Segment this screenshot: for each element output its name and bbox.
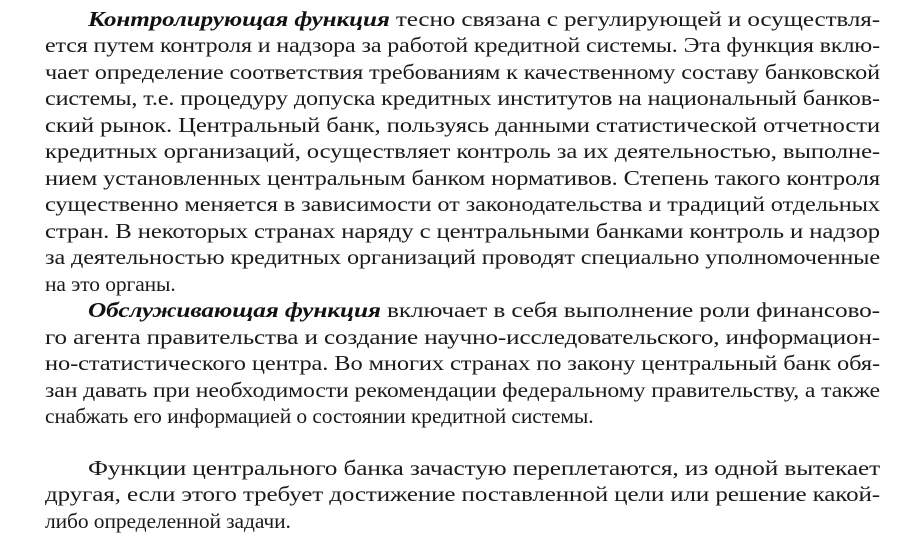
text-fragment: но-статистического центра. Во многих странах по закону центральный банк обя-: [45, 351, 880, 375]
text-fragment: за деятельностью кредитных организаций проводят специально уполномоченные: [45, 245, 880, 269]
text-line: [0, 112, 905, 138]
text-line: [0, 403, 905, 429]
text-line: [0, 138, 905, 164]
text-fragment: ется путем контроля и надзора за работой кредитной системы. Эта функция вклю-: [45, 33, 881, 57]
text-line: [0, 350, 905, 376]
text-line: [0, 271, 905, 297]
text-line: [0, 455, 905, 481]
text-line: [0, 218, 905, 244]
term-controlling-function: Контролирующая функция: [88, 7, 390, 31]
text-fragment: кредитных организаций, осуществляет контроль за их деятельностью, выполне-: [45, 139, 881, 163]
text-fragment: Функции центрального банка зачастую переплетаются, из одной вытекает: [88, 456, 880, 480]
text-line: [0, 6, 905, 32]
text-line: [0, 59, 905, 85]
text-fragment: зан давать при необходимости рекомендации федеральному правительству, а также: [45, 378, 880, 402]
term-servicing-function: Обслуживающая функция: [88, 298, 381, 322]
text-fragment: тесно связана с регулирующей и осуществля-: [389, 7, 880, 31]
text-line: [0, 244, 905, 270]
text-line: [0, 508, 905, 534]
text-fragment: чает определение соответствия требованиям к качественному составу банковской: [45, 60, 880, 84]
text-line: [0, 377, 905, 403]
text-line: [0, 191, 905, 217]
text-fragment: либо определенной задачи.: [45, 509, 291, 533]
text-line: [0, 481, 905, 507]
text-fragment: другая, если этого требует достижение поставленной цели или решение какой-: [45, 482, 880, 506]
text-line: [0, 165, 905, 191]
text-line: [0, 324, 905, 350]
text-fragment: нием установленных центральным банком нормативов. Степень такого контроля: [45, 166, 880, 190]
text-fragment: на это органы.: [45, 272, 176, 296]
text-fragment: снабжать его информацией о состоянии кредитной системы.: [45, 404, 594, 428]
text-line: [0, 85, 905, 111]
text-fragment: существенно меняется в зависимости от законодательства и традиций отдельных: [45, 192, 880, 216]
text-fragment: системы, т.е. процедуру допуска кредитных институтов на национальный банков-: [45, 86, 880, 110]
text-fragment: включает в себя выполнение роли финансово-: [380, 298, 880, 322]
text-fragment: го агента правительства и создание научно-исследовательского, информацион-: [45, 325, 880, 349]
text-line: [0, 32, 905, 58]
text-fragment: ский рынок. Центральный банк, пользуясь данными статистической отчетности: [45, 113, 881, 137]
text-line: [0, 297, 905, 323]
text-fragment: стран. В некоторых странах наряду с центральными банками контроль и надзор: [45, 219, 880, 243]
